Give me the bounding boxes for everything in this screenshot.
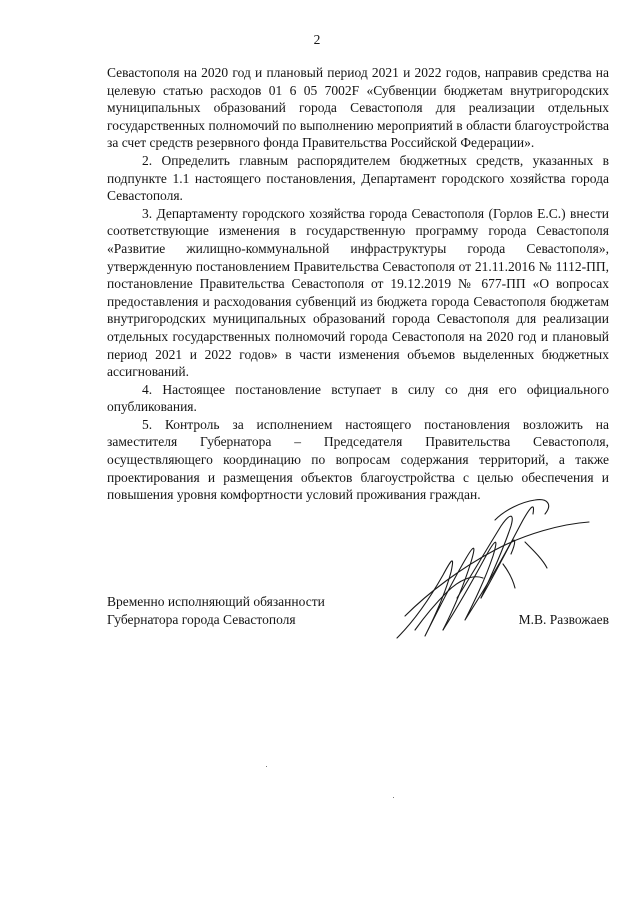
signatory-name: М.В. Развожаев	[518, 611, 609, 627]
handwritten-signature	[385, 480, 615, 655]
paragraph-item-2: 2. Определить главным распорядителем бюджетных средств, указанных в подпункте 1.1 настоящего постановления, Департамент городского хозяйства города Севастополя.	[107, 152, 609, 204]
paragraph-item-3: 3. Департаменту городского хозяйства города Севастополя (Горлов Е.С.) внести соответствующие изменения в государственную программу города Севастополя «Развитие жилищно-коммунальной инфраструктуры города Севастополя», утвержденную постановлением Правительства Севастополя от 21.11.2016 № 1112-ПП, постановление Правительства Севастополя от 19.12.2019 № 677-ПП «О вопросах предоставления и расходования субвенций из бюджета города Севастополя бюджетам внутригородских муниципальных образований города Севастополя для реализации отдельных государственных полномочий города Севастополя на 2020 год и плановый период 2021 и 2022 годов» в части изменения объемов выделенных бюджетных ассигнований.	[107, 205, 609, 380]
paragraph-continuation: Севастополя на 2020 год и плановый период 2021 и 2022 годов, направив средства на целевую статью расходов 01 6 05 7002F «Субвенции бюджетам внутригородских муниципальных образований города Севастополя для реализации отдельных государственных полномочий по выполнению мероприятий в области благоустройства за счет средств резервного фонда Правительства Российской Федерации».	[107, 65, 609, 151]
paragraph-item-5: 5. Контроль за исполнением настоящего постановления возложить на заместителя Губернатора – Председателя Правительства Севастополя, осуществляющего координацию по вопросам содержания территорий, а также проектирования и размещения объектов благоустройства с целью обеспечения и повышения уровня комфортности условий проживания граждан.	[107, 416, 609, 503]
scan-speck	[266, 766, 267, 767]
paragraph-item-4: 4. Настоящее постановление вступает в силу со дня его официального опубликования.	[107, 381, 609, 415]
signatory-title-line-2: Губернатора города Севастополя	[107, 611, 296, 627]
document-body	[107, 64, 609, 504]
signatory-title-line-1: Временно исполняющий обязанности	[107, 594, 325, 609]
page-number: 2	[313, 32, 321, 47]
scan-speck	[393, 797, 394, 798]
